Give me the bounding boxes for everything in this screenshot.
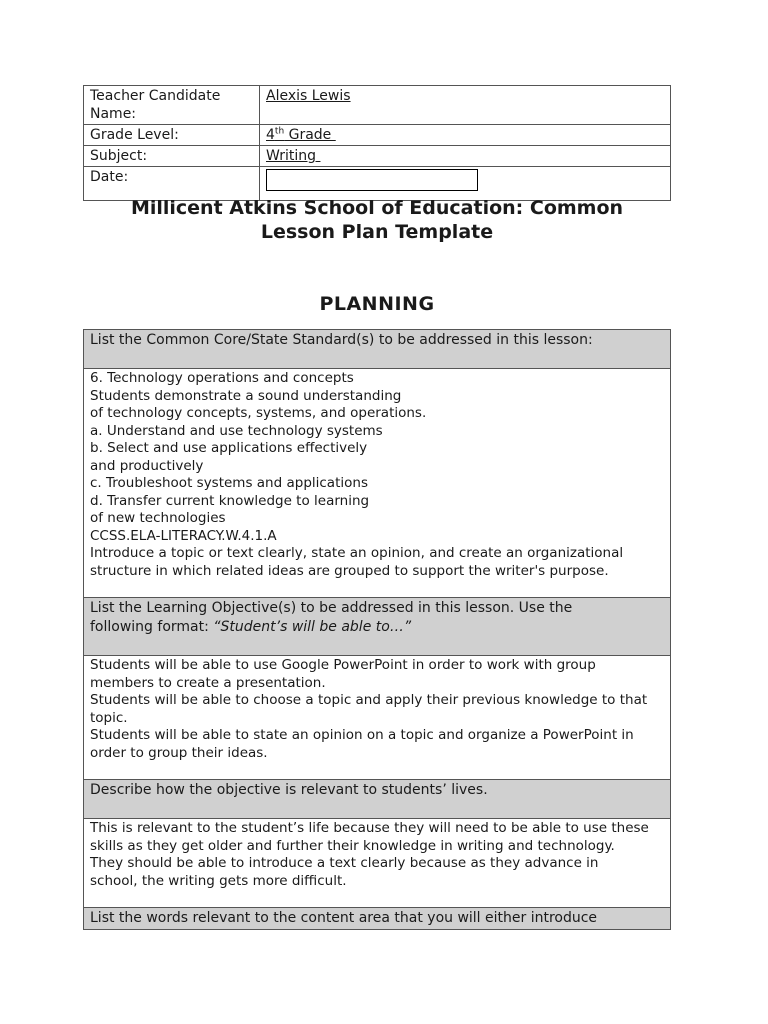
relevance-line: school, the writing gets more difficult.	[90, 872, 347, 889]
candidate-value	[260, 86, 671, 125]
subject-text: Writing	[266, 148, 321, 164]
standards-line: Students demonstrate a sound understanding	[90, 387, 402, 404]
standards-line: a. Understand and use technology systems	[90, 422, 383, 439]
grade-value	[260, 125, 671, 146]
objectives-prompt-row	[84, 598, 671, 656]
objectives-answer	[84, 656, 671, 780]
objectives-prompt	[84, 598, 671, 656]
title-line-1: Millicent Atkins School of Education: Common	[130, 197, 624, 219]
relevance-answer-row	[84, 819, 671, 908]
date-label: Date:	[84, 167, 260, 201]
standards-answer	[84, 369, 671, 598]
standards-line: of technology concepts, systems, and operations.	[90, 405, 427, 421]
relevance-line: skills as they get older and further their knowledge in writing and technology.	[90, 837, 615, 854]
standards-line: d. Transfer current knowledge to learning	[90, 492, 370, 509]
title-line-2: Lesson Plan Template	[260, 221, 494, 243]
candidate-name: Alexis Lewis	[266, 88, 351, 104]
objectives-prompt-italic: “Student’s will be able to…”	[213, 619, 412, 635]
planning-table	[83, 329, 671, 930]
objectives-answer-row	[84, 656, 671, 780]
grade-row	[84, 125, 671, 146]
relevance-answer	[84, 819, 671, 908]
subject-label: Subject:	[84, 146, 260, 167]
objectives-line: topic.	[90, 709, 128, 726]
relevance-prompt-row	[84, 780, 671, 819]
objectives-line: Students will be able to state an opinion on a topic and organize a PowerPoint in	[90, 727, 634, 743]
objectives-line: Students will be able to use Google PowerPoint in order to work with group	[90, 657, 596, 673]
standards-line: 6. Technology operations and concepts	[90, 370, 354, 386]
standards-line: of new technologies	[90, 510, 226, 526]
candidate-label	[84, 86, 260, 125]
subject-value	[260, 146, 671, 167]
standards-prompt-row	[84, 330, 671, 369]
grade-text: Grade	[284, 127, 336, 143]
objectives-line: members to create a presentation.	[90, 674, 326, 691]
standards-line: CCSS.ELA-LITERACY.W.4.1.A	[90, 527, 277, 544]
standards-line: structure in which related ideas are grouped to support the writer's purpose.	[90, 562, 609, 579]
objectives-prompt-line-1: List the Learning Objective(s) to be addressed in this lesson. Use the	[90, 600, 573, 616]
candidate-label-line-2: Name:	[90, 106, 137, 122]
standards-line: and productively	[90, 457, 204, 474]
date-field[interactable]	[266, 169, 478, 191]
objectives-line: order to group their ideas.	[90, 744, 268, 761]
candidate-info-table	[83, 85, 671, 201]
standards-answer-row	[84, 369, 671, 598]
standards-prompt: List the Common Core/State Standard(s) to be addressed in this lesson:	[84, 330, 671, 369]
standards-line: b. Select and use applications effectively	[90, 440, 368, 456]
grade-number: 4	[266, 127, 275, 143]
objectives-line: Students will be able to choose a topic and apply their previous knowledge to that	[90, 692, 648, 708]
relevance-line: This is relevant to the student’s life because they will need to be able to use these	[90, 820, 649, 836]
vocab-prompt-row	[84, 908, 671, 930]
objectives-prompt-line-2	[90, 618, 664, 637]
relevance-line: They should be able to introduce a text clearly because as they advance in	[90, 855, 599, 871]
objectives-prompt-format: following format:	[90, 619, 214, 635]
standards-line: Introduce a topic or text clearly, state an opinion, and create an organizational	[90, 545, 624, 561]
standards-line: c. Troubleshoot systems and applications	[90, 475, 368, 491]
grade-label: Grade Level:	[84, 125, 260, 146]
planning-heading: PLANNING	[319, 293, 435, 315]
document-title	[83, 196, 671, 244]
subject-row	[84, 146, 671, 167]
vocab-prompt: List the words relevant to the content area that you will either introduce	[84, 908, 671, 930]
grade-superscript: th	[274, 126, 285, 137]
candidate-label-line-1: Teacher Candidate	[90, 88, 221, 104]
relevance-prompt: Describe how the objective is relevant to students’ lives.	[84, 780, 671, 819]
candidate-row	[84, 86, 671, 125]
